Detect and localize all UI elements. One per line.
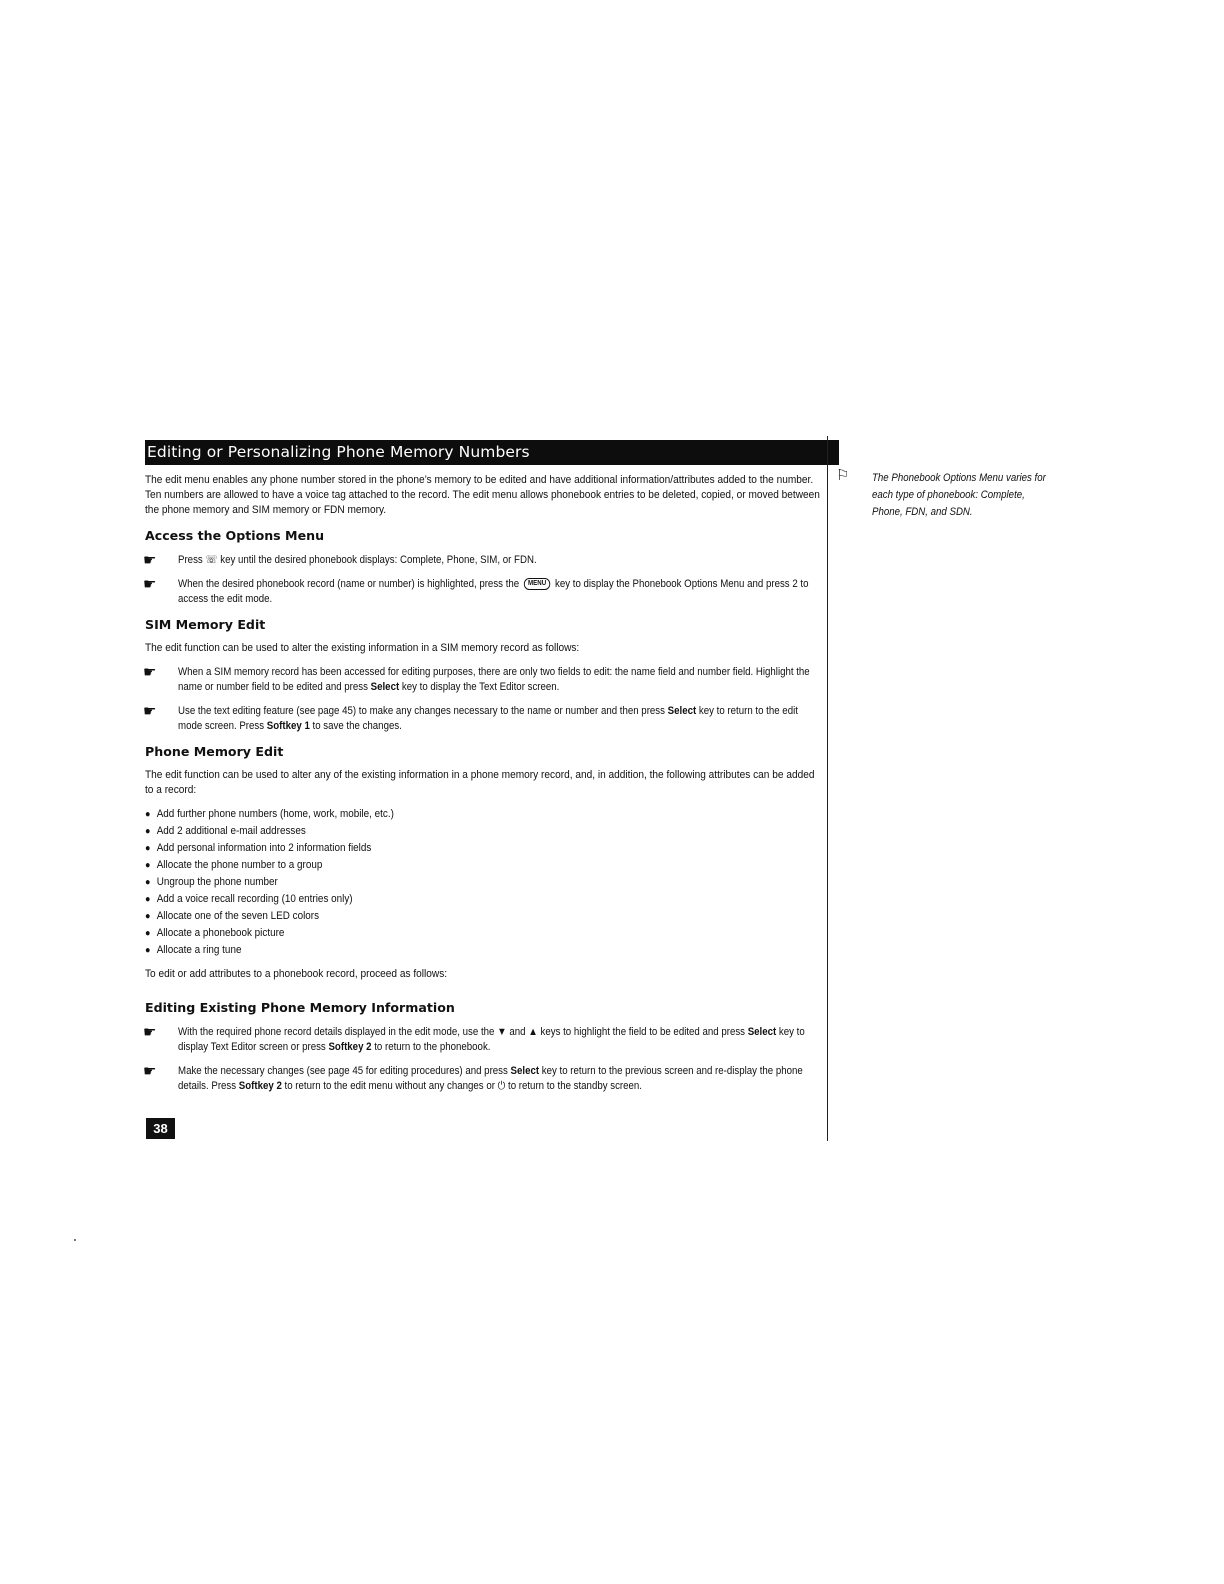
sidebar-note: The Phonebook Options Menu varies for each type of phonebook: Complete, Phone, FDN, and SDN. <box>872 472 1046 518</box>
sim-step-2: ☛ Use the text editing feature (see page 45) to make any changes necessary to the name or number and then press Select key to return to the edit mode screen. Press Softkey 1 to save the changes. <box>143 703 798 732</box>
up-arrow-icon: ▲ <box>528 1026 538 1038</box>
sim-heading: SIM Memory Edit <box>145 617 266 632</box>
page-number: 38 <box>146 1118 175 1139</box>
list-item: ● Allocate a ring tune <box>145 944 242 956</box>
menu-key-icon: MENU <box>524 578 551 590</box>
sim-step-1: ☛ When a SIM memory record has been accessed for editing purposes, there are only two fields to edit: the name field and number field. Highlight the name or number field to be edited and press Select key to display the Text Editor screen. <box>143 664 810 693</box>
phonebook-key-icon: ☏ <box>205 554 218 566</box>
note-flag-icon: ⚐ <box>836 467 850 484</box>
list-item: ● Add a voice recall recording (10 entries only) <box>145 893 353 905</box>
section-title: Editing or Personalizing Phone Memory Numbers <box>145 440 839 465</box>
list-item: ● Ungroup the phone number <box>145 876 278 888</box>
scan-speck <box>74 1239 76 1241</box>
list-item: ● Add personal information into 2 information fields <box>145 842 372 854</box>
pointing-hand-icon: ☛ <box>143 1024 157 1041</box>
existing-step-1: ☛ With the required phone record details displayed in the edit mode, use the ▼ and ▲ keys to highlight the field to be edited and press Select key to display Text Editor screen or press Softkey 2 to return to the phonebook. <box>143 1024 805 1053</box>
main-column <box>145 440 823 1094</box>
attribute-list <box>145 806 823 959</box>
list-item: ● Allocate one of the seven LED colors <box>145 910 320 922</box>
access-step-2: ☛ When the desired phonebook record (name or number) is highlighted, press the MENU key to display the Phonebook Options Menu and press 2 to access the edit mode. <box>143 576 809 605</box>
list-item: ● Allocate a phonebook picture <box>145 927 285 939</box>
phone-outro: To edit or add attributes to a phonebook record, proceed as follows: <box>145 968 448 980</box>
pointing-hand-icon: ☛ <box>143 576 157 593</box>
pointing-hand-icon: ☛ <box>143 1063 157 1080</box>
list-item: ● Add 2 additional e-mail addresses <box>145 825 306 837</box>
end-key-icon: ⏻ <box>497 1080 506 1092</box>
existing-step-2: ☛ Make the necessary changes (see page 45 for editing procedures) and press Select key to return to the previous screen and re-display the phone details. Press Softkey 2 to return to the edit menu without any changes or ⏻ to return to the standby screen. <box>143 1063 803 1092</box>
phone-paragraph: The edit function can be used to alter any of the existing information in a phone memory record, and, in addition, the following attributes can be added to a record: <box>145 769 815 796</box>
access-heading: Access the Options Menu <box>145 528 325 543</box>
access-step-1: ☛ Press ☏ key until the desired phonebook displays: Complete, Phone, SIM, or FDN. <box>143 552 537 569</box>
intro-paragraph: The edit menu enables any phone number stored in the phone’s memory to be edited and have additional information/attributes added to the number. Ten numbers are allowed to have a voice tag attached to the record. The edit menu allows phonebook entries to be deleted, copied, or moved between the phone memory and SIM memory or FDN memory. <box>145 474 820 516</box>
list-item: ● Add further phone numbers (home, work, mobile, etc.) <box>145 808 394 820</box>
down-arrow-icon: ▼ <box>497 1026 507 1038</box>
pointing-hand-icon: ☛ <box>143 664 157 681</box>
phone-heading: Phone Memory Edit <box>145 744 284 759</box>
column-divider <box>827 436 828 1141</box>
sim-paragraph: The edit function can be used to alter the existing information in a SIM memory record as follows: <box>145 642 580 654</box>
existing-heading: Editing Existing Phone Memory Information <box>145 1000 455 1015</box>
pointing-hand-icon: ☛ <box>143 552 157 569</box>
pointing-hand-icon: ☛ <box>143 703 157 720</box>
list-item: ● Allocate the phone number to a group <box>145 859 323 871</box>
